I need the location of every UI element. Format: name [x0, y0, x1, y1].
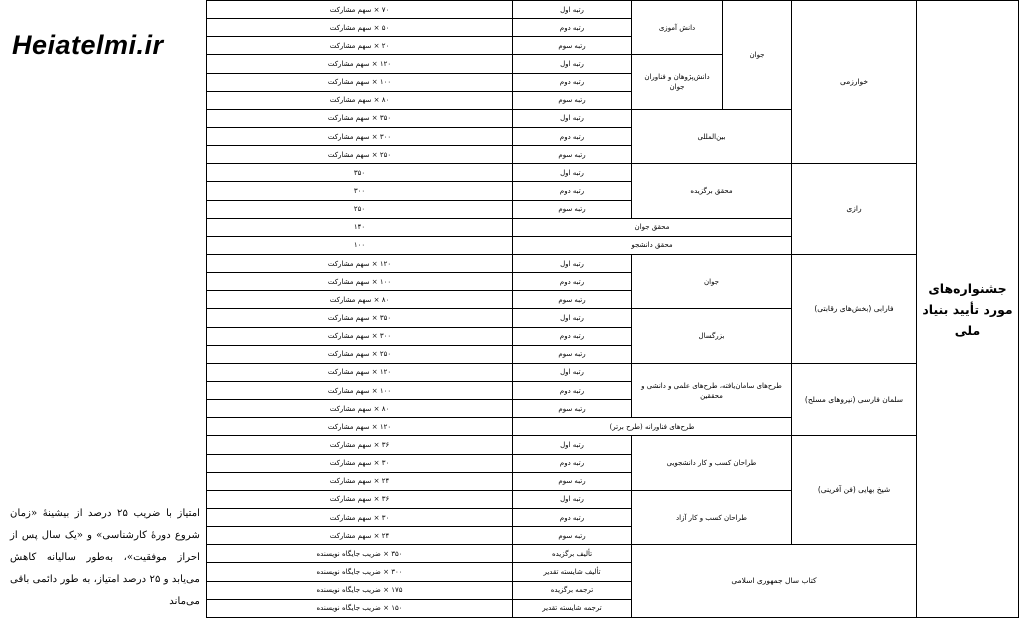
score-cell: ۸۰ × سهم مشارکت — [207, 291, 513, 309]
score-cell: ۱۲۰ × سهم مشارکت — [207, 55, 513, 73]
group-mohaghegh-daneshjoo: محقق دانشجو — [513, 236, 792, 254]
score-cell: ۲۴ × سهم مشارکت — [207, 527, 513, 545]
subgroup-daneshamoozi: دانش آموزی — [632, 1, 723, 55]
rank-cell: رتبه اول — [513, 1, 632, 19]
rank-cell: رتبه دوم — [513, 19, 632, 37]
rank-cell: رتبه سوم — [513, 527, 632, 545]
group-javan-farabi: جوان — [632, 254, 792, 308]
rank-cell: رتبه سوم — [513, 37, 632, 55]
score-cell: ۳۰ × سهم مشارکت — [207, 508, 513, 526]
score-cell: ۲۵۰ × سهم مشارکت — [207, 345, 513, 363]
rank-cell: رتبه سوم — [513, 291, 632, 309]
rank-cell: رتبه دوم — [513, 454, 632, 472]
rank-cell: رتبه دوم — [513, 182, 632, 200]
group-beynolmelali: بین‌المللی — [632, 109, 792, 163]
festival-salman-farsi: سلمان فارسی (نیروهای مسلح) — [792, 363, 917, 436]
rank-cell: رتبه سوم — [513, 345, 632, 363]
score-cell: ۸۰ × سهم مشارکت — [207, 91, 513, 109]
rank-cell: رتبه دوم — [513, 327, 632, 345]
table-row — [207, 363, 1019, 381]
score-cell: ۱۵۰ × ضریب جایگاه نویسنده — [207, 599, 513, 617]
score-cell: ۳۵۰ — [207, 164, 513, 182]
score-cell: ۳۰۰ — [207, 182, 513, 200]
rank-cell: رتبه اول — [513, 164, 632, 182]
group-mohaghegh-javan: محقق جوان — [513, 218, 792, 236]
score-cell: ۱۲۰ × سهم مشارکت — [207, 254, 513, 272]
table-row — [207, 545, 1019, 563]
rank-cell: رتبه سوم — [513, 146, 632, 164]
table-row — [207, 436, 1019, 454]
score-cell: ۳۵۰ × ضریب جایگاه نویسنده — [207, 545, 513, 563]
rank-cell: رتبه دوم — [513, 273, 632, 291]
rank-cell: رتبه اول — [513, 254, 632, 272]
score-cell: ۱۲۰ × سهم مشارکت — [207, 418, 513, 436]
score-cell: ۳۰۰ × ضریب جایگاه نویسنده — [207, 563, 513, 581]
rank-cell: رتبه سوم — [513, 472, 632, 490]
festival-ketab-sal: کتاب سال جمهوری اسلامی — [632, 545, 917, 618]
score-cell: ۲۴ × سهم مشارکت — [207, 472, 513, 490]
score-cell: ۲۵۰ × سهم مشارکت — [207, 146, 513, 164]
festival-razi: رازی — [792, 164, 917, 255]
footnote: امتیاز با ضریب ۲۵ درصد از بیشینهٔ «زمان شروع دورهٔ کارشناسی» و «یک سال پس از احراز موفقیت»، به‌طور سالیانه کاهش می‌یابد و ۲۵ درصد امتیاز، به طور دائمی باقی می‌ماند — [10, 508, 201, 607]
score-cell: ۱۰۰ × سهم مشارکت — [207, 73, 513, 91]
rank-cell: رتبه اول — [513, 436, 632, 454]
group-mohaghegh-bargozideh: محقق برگزیده — [632, 164, 792, 218]
rank-cell: تألیف شایسته تقدیر — [513, 563, 632, 581]
rank-cell: ترجمه شایسته تقدیر — [513, 599, 632, 617]
score-cell: ۱۰۰ × سهم مشارکت — [207, 273, 513, 291]
score-cell: ۳۵۰ × سهم مشارکت — [207, 309, 513, 327]
score-cell: ۳۰۰ × سهم مشارکت — [207, 327, 513, 345]
score-cell: ۱۷۵ × ضریب جایگاه نویسنده — [207, 581, 513, 599]
rank-cell: رتبه اول — [513, 490, 632, 508]
subgroup-pajooheshgaran: دانش‌پژوهان و فناوران جوان — [632, 55, 723, 109]
rank-cell: رتبه دوم — [513, 508, 632, 526]
festival-table — [206, 0, 1019, 618]
festival-sheikh-bahaei: شیخ بهایی (فن آفرینی) — [792, 436, 917, 545]
group-tarhhaye-fanavaraneh: طرح‌های فناورانه (طرح برتر) — [513, 418, 792, 436]
rank-cell: رتبه سوم — [513, 91, 632, 109]
rank-cell: رتبه اول — [513, 55, 632, 73]
table-row — [207, 164, 1019, 182]
group-tarhhaye-samanyafteh: طرح‌های سامان‌یافته، طرح‌های علمی و دانشی و محققین — [632, 363, 792, 417]
rank-cell: رتبه دوم — [513, 73, 632, 91]
score-cell: ۳۶ × سهم مشارکت — [207, 436, 513, 454]
table-row — [207, 254, 1019, 272]
rank-cell: تألیف برگزیده — [513, 545, 632, 563]
rank-cell: رتبه دوم — [513, 127, 632, 145]
group-tarrahan-daneshjooei: طراحان کسب و کار دانشجویی — [632, 436, 792, 490]
score-cell: ۷۰ × سهم مشارکت — [207, 1, 513, 19]
score-cell: ۱۲۰ × سهم مشارکت — [207, 363, 513, 381]
rank-cell: رتبه دوم — [513, 381, 632, 399]
festival-kharazmi: خوارزمی — [792, 1, 917, 164]
rank-cell: رتبه سوم — [513, 200, 632, 218]
site-logo: Heiatelmi.ir — [12, 30, 164, 60]
score-cell: ۳۰ × سهم مشارکت — [207, 454, 513, 472]
rank-cell: رتبه اول — [513, 109, 632, 127]
score-cell: ۳۵۰ × سهم مشارکت — [207, 109, 513, 127]
rank-cell: رتبه اول — [513, 309, 632, 327]
score-cell: ۲۵۰ — [207, 200, 513, 218]
table-row — [207, 1, 1019, 19]
score-cell: ۱۴۰ — [207, 218, 513, 236]
rank-cell: رتبه سوم — [513, 400, 632, 418]
score-cell: ۱۰۰ — [207, 236, 513, 254]
score-cell: ۳۰۰ × سهم مشارکت — [207, 127, 513, 145]
score-cell: ۱۰۰ × سهم مشارکت — [207, 381, 513, 399]
score-cell: ۳۶ × سهم مشارکت — [207, 490, 513, 508]
section-title: جشنواره‌های مورد تأیید بنیاد ملی — [917, 1, 1019, 618]
rank-cell: ترجمه برگزیده — [513, 581, 632, 599]
group-javan: جوان — [723, 1, 792, 110]
score-cell: ۸۰ × سهم مشارکت — [207, 400, 513, 418]
group-tarrahan-azad: طراحان کسب و کار آزاد — [632, 490, 792, 544]
group-bozorgsal: بزرگسال — [632, 309, 792, 363]
score-cell: ۵۰ × سهم مشارکت — [207, 19, 513, 37]
score-cell: ۲۰ × سهم مشارکت — [207, 37, 513, 55]
rank-cell: رتبه اول — [513, 363, 632, 381]
festival-farabi: فارابی (بخش‌های رقابتی) — [792, 254, 917, 363]
